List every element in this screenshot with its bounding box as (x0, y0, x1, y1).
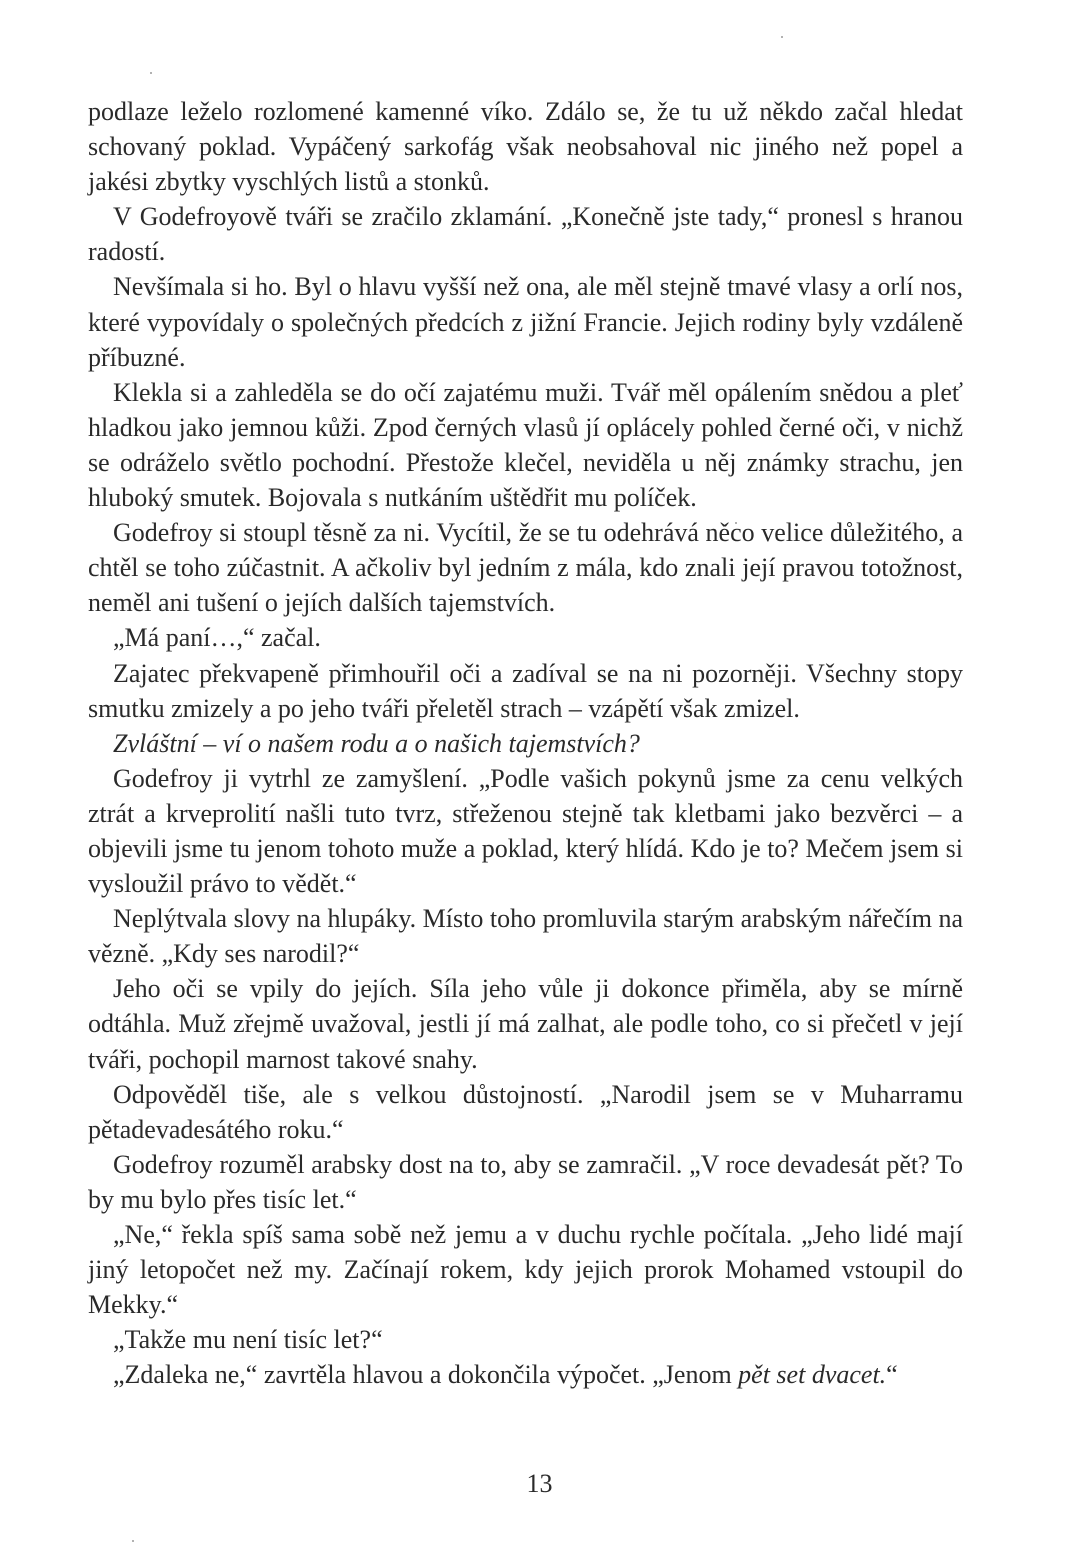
paragraph: Godefroy si stoupl těsně za ni. Vycítil, že se tu odehrává něco velice důležitého, a chtěl se toho zúčastnit. A ačkoliv byl jedním z mála, kdo znali její pravou totožnost, neměl ani tušení o jejích dalších tajemstvích. (88, 518, 963, 618)
paragraph: „Takže mu není tisíc let?“ (113, 1325, 383, 1355)
paragraph: V Godefroyově tváři se zračilo zklamání. „Konečně jste tady,“ pronesl s hranou radostí. (88, 202, 963, 267)
paragraph: Neplýtvala slovy na hlupáky. Místo toho promluvila starým arabským nářečím na vězně. „Kdy ses narodil?“ (88, 904, 963, 969)
scan-speck (132, 1540, 134, 1542)
last-paragraph-closing-quote: “ (886, 1360, 898, 1390)
paragraph: „Má paní…,“ začal. (113, 623, 321, 653)
last-paragraph (88, 1357, 963, 1392)
paragraph: Zajatec překvapeně přimhouřil oči a zadíval se na ni pozorněji. Všechny stopy smutku zmizely a po jeho tváři přeletěl strach – vzápětí však zmizel. (88, 658, 963, 723)
scan-speck (150, 72, 152, 74)
paragraph: Jeho oči se vpily do jejích. Síla jeho vůle ji dokonce přiměla, aby se mírně odtáhla. Muž zřejmě uvažoval, jestli jí má zalhat, ale podle toho, co si přečetl v její tváři, pochopil marnost takové snahy. (88, 974, 963, 1074)
paragraph: „Ne,“ řekla spíš sama sobě než jemu a v duchu rychle počítala. „Jeho lidé mají jiný letopočet než my. Začínají rokem, kdy jejich prorok Mohamed vstoupil do Mekky.“ (88, 1220, 963, 1320)
paragraph: Godefroy ji vytrhl ze zamyšlení. „Podle vašich pokynů jsme za cenu velkých ztrát a krveprolití našli tuto tvrz, střeženou stejně tak kletbami jako bezvěrci – a objevili jsme tu jenom tohoto muže a poklad, který hlídá. Kdo je to? Mečem jsem si vysloužil právo to vědět.“ (88, 763, 963, 899)
body-text (88, 94, 963, 1392)
paragraph: Klekla si a zahleděla se do očí zajatému muži. Tvář měl opálením snědou a pleť hladkou jako jemnou kůži. Zpod černých vlasů jí oplácely pohled černé oči, v nichž se odráželo světlo pochodní. Přestože klečel, neviděla u něj známky strachu, jen hluboký smutek. Bojovala s nutkáním uštědřit mu políček. (88, 377, 963, 513)
italic-thought-paragraph: Zvláštní – ví o našem rodu a o našich tajemstvích? (113, 728, 640, 758)
scan-speck (781, 36, 783, 38)
paragraph: Odpověděl tiše, ale s velkou důstojností. „Narodil jsem se v Muharramu pětadevadesátého roku.“ (88, 1079, 963, 1144)
last-paragraph-text: „Zdaleka ne,“ zavrtěla hlavou a dokončila výpočet. „Jenom (113, 1360, 739, 1390)
page-number: 13 (526, 1469, 553, 1498)
paragraph: Godefroy rozuměl arabsky dost na to, aby se zamračil. „V roce devadesát pět? To by mu bylo přes tisíc let.“ (88, 1149, 963, 1214)
last-paragraph-emphasis: pět set dvacet. (738, 1360, 887, 1390)
paragraph: podlaze leželo rozlomené kamenné víko. Zdálo se, že tu už někdo začal hledat schovaný poklad. Vypáčený sarkofág však neobsahoval nic jiného než popel a jakési zbytky vyschlých listů a stonků. (88, 97, 963, 197)
paragraph: Nevšímala si ho. Byl o hlavu vyšší než ona, ale měl stejně tmavé vlasy a orlí nos, které vypovídaly o společných předcích z jižní Francie. Jejich rodiny byly vzdáleně příbuzné. (88, 272, 963, 372)
